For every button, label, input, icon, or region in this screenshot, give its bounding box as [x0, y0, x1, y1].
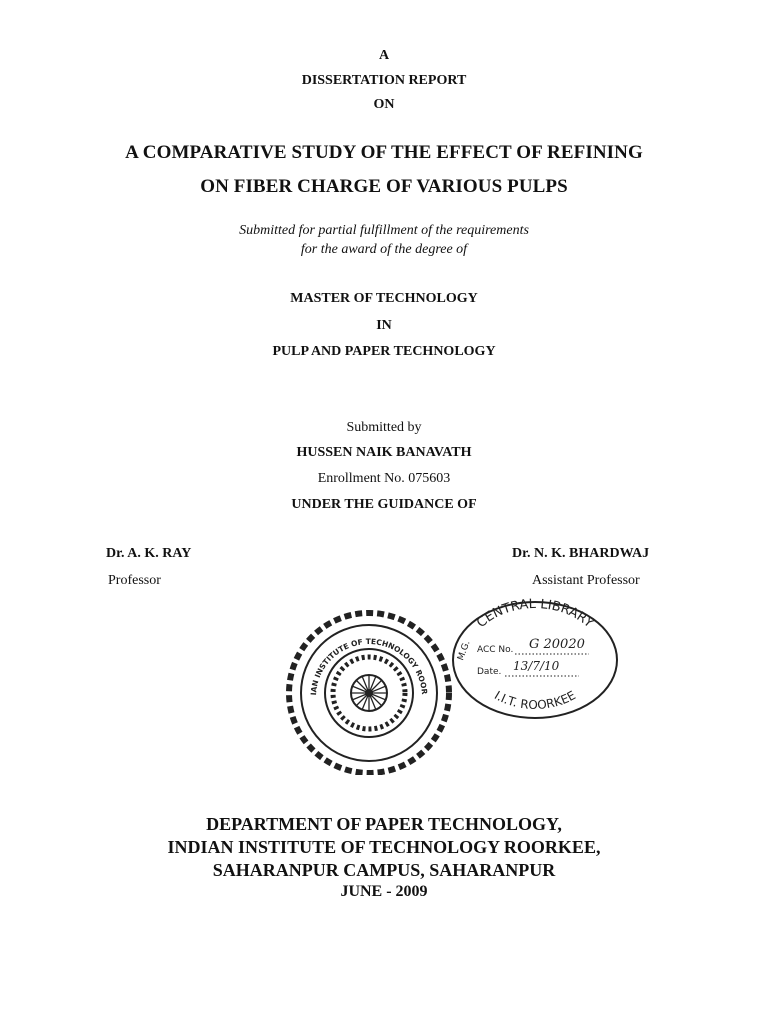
header-report-type: DISSERTATION REPORT: [301, 73, 467, 88]
institute-name: INDIAN INSTITUTE OF TECHNOLOGY ROORKEE,: [167, 837, 601, 857]
thesis-title-line1: A COMPARATIVE STUDY OF THE EFFECT OF REFINING: [125, 142, 643, 163]
degree-field: PULP AND PAPER TECHNOLOGY: [272, 344, 496, 359]
submission-line2: for the award of the degree of: [300, 242, 468, 257]
campus-name: SAHARANPUR CAMPUS, SAHARANPUR: [212, 860, 556, 880]
svg-text:INDIAN INSTITUTE OF TECHNOLOGY: IAN INSTITUTE OF TECHNOLOGY ROOR: [309, 636, 429, 696]
guide-right-name: Dr. N. K. BHARDWAJ: [512, 546, 650, 561]
thesis-title-line2: ON FIBER CHARGE OF VARIOUS PULPS: [200, 176, 568, 197]
guide-left-title: Professor: [108, 573, 161, 588]
svg-text:CENTRAL LIBRARY: CENTRAL LIBRARY: [474, 598, 597, 632]
author-name: HUSSEN NAIK BANAVATH: [296, 445, 472, 460]
svg-text:Date.: Date.: [477, 667, 502, 677]
svg-text:G 20020: G 20020: [529, 637, 585, 652]
svg-text:M.G.: M.G.: [456, 639, 473, 663]
seal-icon: [284, 605, 454, 775]
department-name: DEPARTMENT OF PAPER TECHNOLOGY,: [206, 814, 562, 834]
svg-text:ACC No.: ACC No.: [477, 645, 514, 655]
guidance-label: UNDER THE GUIDANCE OF: [291, 497, 477, 512]
submission-line1: Submitted for partial fulfillment of the requirements: [239, 223, 529, 238]
degree-name: MASTER OF TECHNOLOGY: [290, 291, 478, 306]
header-on: ON: [373, 97, 395, 112]
header-article: A: [378, 48, 390, 63]
enrollment-number: Enrollment No. 075603: [317, 471, 451, 486]
library-stamp-icon: [449, 598, 621, 722]
guide-left-name: Dr. A. K. RAY: [106, 546, 192, 561]
submission-date: JUNE - 2009: [340, 883, 428, 900]
institute-seal: [284, 605, 454, 775]
svg-text:I.I.T. ROORKEE: I.I.T. ROORKEE: [491, 688, 578, 713]
library-stamp: [449, 598, 621, 722]
degree-in: IN: [376, 318, 392, 333]
guide-right-title: Assistant Professor: [532, 573, 640, 588]
submitted-by-label: Submitted by: [346, 420, 422, 435]
svg-text:13/7/10: 13/7/10: [513, 659, 560, 673]
